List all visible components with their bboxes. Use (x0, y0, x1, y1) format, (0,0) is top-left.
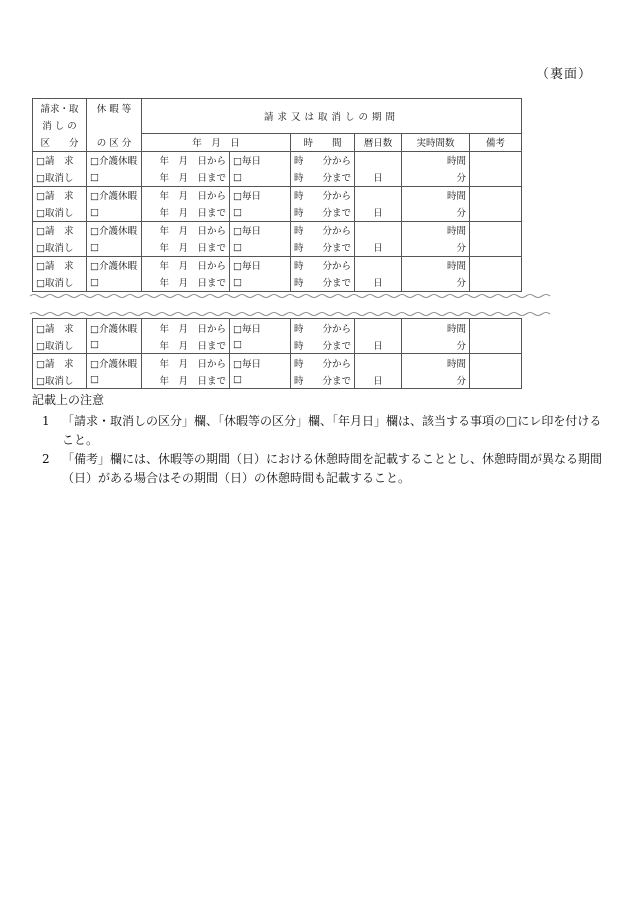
header-leave-line1: 休 暇 等 (87, 99, 142, 117)
header-actual-hours: 実時間数 (402, 133, 470, 151)
header-category-line3: 区 分 (33, 133, 87, 151)
date-to: 年 月 日まで (142, 336, 230, 354)
leave-request-table-bottom (32, 318, 522, 389)
remarks-cell[interactable] (470, 186, 522, 221)
cancel-checkbox[interactable]: □取消し (33, 239, 87, 257)
entry-block (33, 256, 522, 291)
header-category-line2: 消 し の (33, 116, 87, 133)
minute-unit: 分 (402, 204, 470, 222)
cancel-checkbox[interactable]: □取消し (33, 336, 87, 354)
entry-block (33, 221, 522, 256)
entry-block (33, 186, 522, 221)
remarks-cell[interactable] (470, 151, 522, 186)
date-from: 年 月 日から (142, 151, 230, 169)
notes-title: 記載上の注意 (32, 393, 105, 407)
request-checkbox[interactable]: □請 求 (33, 354, 87, 372)
entry-notes (32, 391, 602, 488)
hour-unit: 時間 (402, 151, 470, 169)
date-to: 年 月 日まで (142, 371, 230, 389)
time-from: 時 分から (291, 256, 355, 274)
request-checkbox[interactable]: □請 求 (33, 256, 87, 274)
hour-unit: 時間 (402, 319, 470, 337)
date-to: 年 月 日まで (142, 169, 230, 187)
date-from: 年 月 日から (142, 221, 230, 239)
daily-checkbox[interactable]: □毎日 (230, 151, 291, 169)
entry-block (33, 354, 522, 389)
time-from: 時 分から (291, 186, 355, 204)
day-unit: 日 (355, 239, 402, 257)
note-text: 「請求・取消しの区分」欄、「休暇等の区分」欄、「年月日」欄は、該当する事項の□にレ印を付けること。 (62, 414, 602, 447)
specific-day-checkbox[interactable]: □ (230, 204, 291, 222)
daily-checkbox[interactable]: □毎日 (230, 186, 291, 204)
hour-unit: 時間 (402, 256, 470, 274)
entry-block (33, 319, 522, 354)
header-calendar-days: 暦日数 (355, 133, 402, 151)
date-to: 年 月 日まで (142, 274, 230, 292)
day-unit: 日 (355, 274, 402, 292)
time-to: 時 分まで (291, 274, 355, 292)
remarks-cell[interactable] (470, 319, 522, 354)
other-leave-checkbox[interactable]: □ (87, 169, 142, 187)
time-to: 時 分まで (291, 371, 355, 389)
date-from: 年 月 日から (142, 354, 230, 372)
cancel-checkbox[interactable]: □取消し (33, 371, 87, 389)
care-leave-checkbox[interactable]: □介護休暇 (87, 186, 142, 204)
remarks-cell[interactable] (470, 221, 522, 256)
request-checkbox[interactable]: □請 求 (33, 319, 87, 337)
minute-unit: 分 (402, 336, 470, 354)
cancel-checkbox[interactable]: □取消し (33, 169, 87, 187)
specific-day-checkbox[interactable]: □ (230, 274, 291, 292)
side-label: （裏面） (535, 67, 592, 82)
date-to: 年 月 日まで (142, 239, 230, 257)
specific-day-checkbox[interactable]: □ (230, 239, 291, 257)
time-to: 時 分まで (291, 204, 355, 222)
other-leave-checkbox[interactable]: □ (87, 239, 142, 257)
hour-unit: 時間 (402, 221, 470, 239)
daily-checkbox[interactable]: □毎日 (230, 354, 291, 372)
specific-day-checkbox[interactable]: □ (230, 336, 291, 354)
minute-unit: 分 (402, 274, 470, 292)
day-unit: 日 (355, 204, 402, 222)
request-checkbox[interactable]: □請 求 (33, 221, 87, 239)
care-leave-checkbox[interactable]: □介護休暇 (87, 151, 142, 169)
time-from: 時 分から (291, 221, 355, 239)
date-to: 年 月 日まで (142, 204, 230, 222)
care-leave-checkbox[interactable]: □介護休暇 (87, 354, 142, 372)
time-to: 時 分まで (291, 239, 355, 257)
time-from: 時 分から (291, 319, 355, 337)
note-number: 1 (42, 414, 50, 428)
entry-block (33, 151, 522, 186)
daily-checkbox[interactable]: □毎日 (230, 319, 291, 337)
other-leave-checkbox[interactable]: □ (87, 274, 142, 292)
time-from: 時 分から (291, 354, 355, 372)
note-number: 2 (42, 452, 50, 466)
hour-unit: 時間 (402, 354, 470, 372)
header-remarks: 備考 (470, 133, 522, 151)
date-from: 年 月 日から (142, 319, 230, 337)
specific-day-checkbox[interactable]: □ (230, 371, 291, 389)
day-unit: 日 (355, 336, 402, 354)
header-leave-line2: の 区 分 (87, 133, 142, 151)
care-leave-checkbox[interactable]: □介護休暇 (87, 256, 142, 274)
time-from: 時 分から (291, 151, 355, 169)
header-category-line1: 請求・取 (33, 99, 87, 117)
minute-unit: 分 (402, 239, 470, 257)
other-leave-checkbox[interactable]: □ (87, 371, 142, 389)
daily-checkbox[interactable]: □毎日 (230, 256, 291, 274)
request-checkbox[interactable]: □請 求 (33, 186, 87, 204)
minute-unit: 分 (402, 169, 470, 187)
time-to: 時 分まで (291, 169, 355, 187)
note-text: 「備考」欄には、休暇等の期間（日）における休憩時間を記載することとし、休憩時間が異なる期間（日）がある場合はその期間（日）の休憩時間も記載すること。 (62, 452, 603, 485)
note-item (42, 412, 602, 450)
date-from: 年 月 日から (142, 256, 230, 274)
daily-checkbox[interactable]: □毎日 (230, 221, 291, 239)
day-unit: 日 (355, 169, 402, 187)
care-leave-checkbox[interactable]: □介護休暇 (87, 221, 142, 239)
other-leave-checkbox[interactable]: □ (87, 336, 142, 354)
hour-unit: 時間 (402, 186, 470, 204)
request-checkbox[interactable]: □請 求 (33, 151, 87, 169)
note-item (42, 450, 602, 488)
day-unit: 日 (355, 371, 402, 389)
header-date: 年 月 日 (142, 133, 291, 151)
time-to: 時 分まで (291, 336, 355, 354)
cancel-checkbox[interactable]: □取消し (33, 204, 87, 222)
date-from: 年 月 日から (142, 186, 230, 204)
header-time: 時 間 (291, 133, 355, 151)
header-period-title: 請求又は取消しの期間 (142, 99, 522, 134)
cancel-checkbox[interactable]: □取消し (33, 274, 87, 292)
remarks-cell[interactable] (470, 354, 522, 389)
leave-request-table-top (32, 98, 522, 292)
other-leave-checkbox[interactable]: □ (87, 204, 142, 222)
minute-unit: 分 (402, 371, 470, 389)
specific-day-checkbox[interactable]: □ (230, 169, 291, 187)
page-break-wavy-lines (30, 292, 554, 318)
care-leave-checkbox[interactable]: □介護休暇 (87, 319, 142, 337)
remarks-cell[interactable] (470, 256, 522, 291)
